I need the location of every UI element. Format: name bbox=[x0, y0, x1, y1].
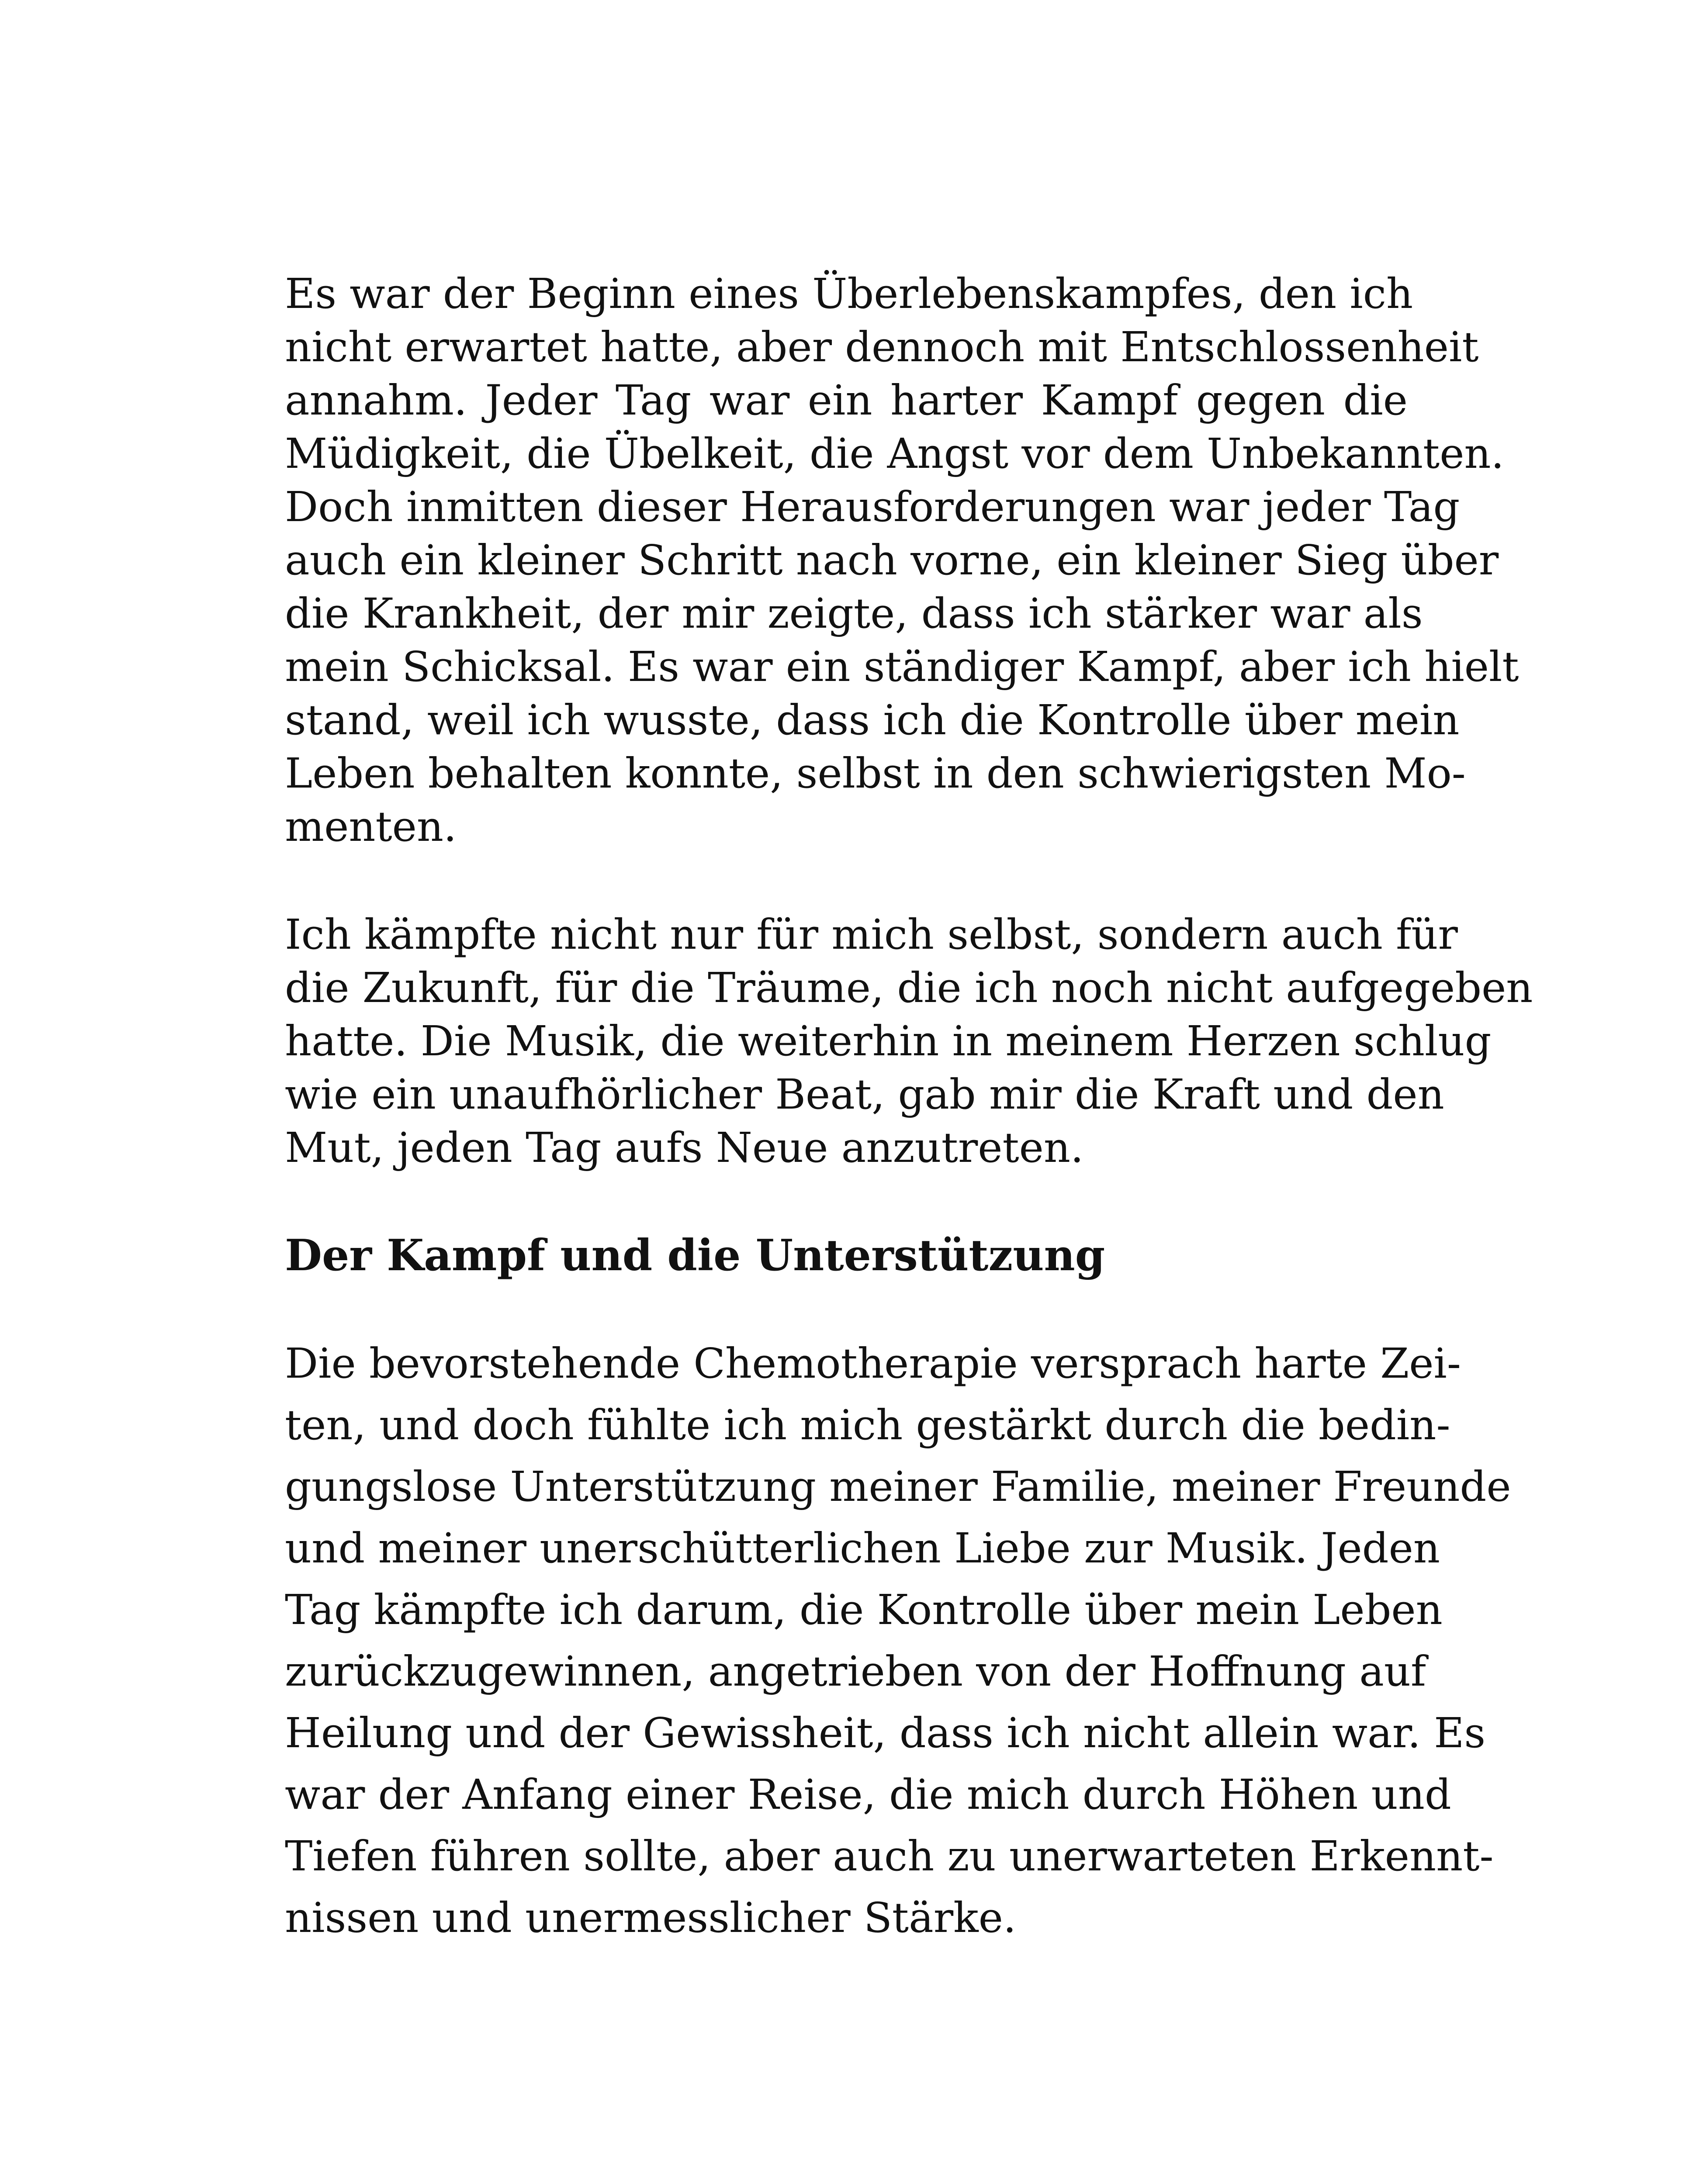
paragraph-2 bbox=[285, 908, 1533, 1175]
text-line: Tag kämpfte ich darum, die Kontrolle über mein Leben bbox=[285, 1586, 1443, 1634]
section-heading: Der Kampf und die Unterstützung bbox=[285, 1230, 1105, 1281]
text-line: wie ein unaufhörlicher Beat, gab mir die Kraft und den bbox=[285, 1071, 1444, 1119]
text-line: annahm. Jeder Tag war ein harter Kampf gegen die bbox=[285, 377, 1408, 425]
paragraph-1 bbox=[285, 267, 1519, 854]
text-line: Ich kämpfte nicht nur für mich selbst, sondern auch für bbox=[285, 911, 1458, 959]
text-line: gungslose Unterstützung meiner Familie, meiner Freunde bbox=[285, 1463, 1511, 1511]
text-line: Doch inmitten dieser Herausforderungen war jeder Tag bbox=[285, 483, 1460, 531]
text-line: und meiner unerschütterlichen Liebe zur Musik. Jeden bbox=[285, 1524, 1440, 1572]
paragraph-3 bbox=[285, 1333, 1511, 1949]
text-line: auch ein kleiner Schritt nach vorne, ein kleiner Sieg über bbox=[285, 536, 1499, 584]
text-line: Tiefen führen sollte, aber auch zu unerwarteten Erkennt- bbox=[285, 1832, 1494, 1880]
text-line: nissen und unermesslicher Stärke. bbox=[285, 1894, 1017, 1942]
text-line: Es war der Beginn eines Überlebenskampfes, den ich bbox=[285, 270, 1413, 318]
text-line: hatte. Die Musik, die weiterhin in meinem Herzen schlug bbox=[285, 1017, 1492, 1065]
text-line: Müdigkeit, die Übelkeit, die Angst vor dem Unbekannten. bbox=[285, 430, 1504, 478]
text-line: Die bevorstehende Chemotherapie versprach harte Zei- bbox=[285, 1340, 1461, 1388]
text-line: mein Schicksal. Es war ein ständiger Kampf, aber ich hielt bbox=[285, 643, 1519, 691]
text-line: war der Anfang einer Reise, die mich durch Höhen und bbox=[285, 1771, 1451, 1819]
text-line: Leben behalten konnte, selbst in den schwierigsten Mo- bbox=[285, 750, 1466, 798]
text-line: nicht erwartet hatte, aber dennoch mit Entschlossenheit bbox=[285, 323, 1479, 371]
text-line: menten. bbox=[285, 803, 457, 851]
text-line: die Zukunft, für die Träume, die ich noch nicht aufgegeben bbox=[285, 964, 1533, 1012]
text-line: ten, und doch fühlte ich mich gestärkt durch die bedin- bbox=[285, 1401, 1450, 1449]
text-line: Heilung und der Gewissheit, dass ich nicht allein war. Es bbox=[285, 1709, 1486, 1757]
text-line: stand, weil ich wusste, dass ich die Kontrolle über mein bbox=[285, 696, 1460, 744]
text-line: Mut, jeden Tag aufs Neue anzutreten. bbox=[285, 1124, 1084, 1172]
text-line: die Krankheit, der mir zeigte, dass ich stärker war als bbox=[285, 590, 1423, 638]
text-line: zurückzugewinnen, angetrieben von der Hoffnung auf bbox=[285, 1648, 1426, 1696]
